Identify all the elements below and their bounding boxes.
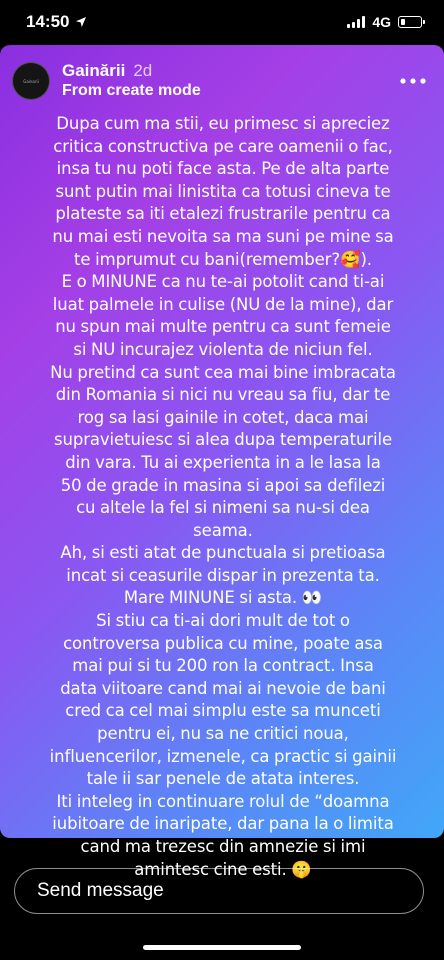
send-message-placeholder: Send message — [37, 880, 164, 901]
story-card[interactable] — [0, 45, 444, 879]
location-arrow-icon — [75, 16, 87, 28]
post-time: 2d — [133, 61, 153, 80]
header-row — [62, 61, 201, 81]
battery-icon — [398, 16, 422, 28]
story-text: Dupa cum ma stii, eu primesc si apreciez critica constructiva pe care oamenii o fac, insa tu nu poti face asta. Pe de alta parte sunt putin mai linistita ca totusi cineva te plateste sa iti etalezi frustrarile pentru ca nu mai esti nevoita sa ma suni pe mine sa te imprumut cu bani(remember?🥰). E o MINUNE ca nu te-ai potolit cand ti-ai luat palmele in culise (NU de la mine), dar nu spun mai multe pentru ca sunt femeie si NU incurajez violenta de niciun fel. Nu pretind ca sunt cea mai bine imbracata din Romania si nici nu vreau sa fiu, dar te rog sa lasi gainile in cotet, daca mai supravietuiesc si alea dupa temperaturile din vara. Tu ai experienta in a le lasa la 50 de grade in masina si apoi sa defilezi cu altele la fel si nimeni sa nu-si dea seama. Ah, si esti atat de punctuala si pretioasa incat si ceasurile dispar in prezenta ta. Mare MINUNE si asta. 👀 Si stiu ca ti-ai dori mult de tot o controversa publica cu mine, poate asa mai pui si tu 200 ron la contract. Insa data viitoare cand mai ai nevoie de bani cred ca cel mai simplu este sa munceti pentru ei, nu sa ne critici noua, influencerilor, izmenele, ca practic si gainii tale ii sar penele de atata interes. Iti inteleg in continuare rolul de “doamna iubitoare de inaripate, dar pana la o limita cand ma trezesc din amnezie si imi amintesc cine esti. 🤫 — [49, 114, 397, 879]
status-left — [26, 12, 87, 32]
header-text — [62, 61, 201, 101]
status-time: 14:50 — [26, 12, 70, 31]
story-subtitle[interactable]: From create mode — [62, 82, 201, 99]
username[interactable]: Gainării — [62, 61, 126, 80]
avatar-logo-text: Gainarii — [23, 78, 39, 84]
battery-fill — [401, 19, 405, 25]
status-bar — [0, 0, 444, 44]
network-type: 4G — [372, 14, 391, 30]
story-header — [12, 61, 432, 101]
home-indicator — [143, 945, 301, 950]
avatar[interactable] — [12, 62, 50, 100]
status-right — [347, 14, 422, 30]
more-icon[interactable] — [398, 69, 428, 93]
send-message-input[interactable] — [14, 868, 424, 914]
cellular-signal-icon — [347, 16, 365, 28]
